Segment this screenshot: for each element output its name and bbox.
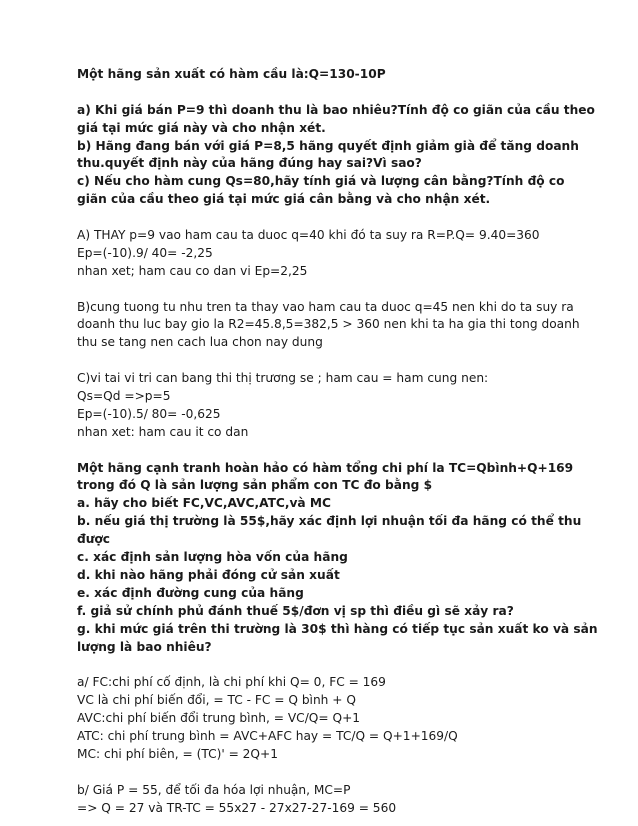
problem2-question-line: e. xác định đường cung của hãng xyxy=(77,585,304,600)
problem2-answer-b-line: b/ Giá P = 55, để tối đa hóa lợi nhuận, MC=P xyxy=(77,782,351,797)
problem2-question-line: b. nếu giá thị trường là 55$,hãy xác định lợi nhuận tối đa hãng có thể thu xyxy=(77,514,582,529)
problem1-question-line: thu.quyết định này của hãng đúng hay sai?Vì sao? xyxy=(77,156,422,171)
document-page xyxy=(77,66,598,817)
problem1-answer-a-line: nhan xet; ham cau co dan vi Ep=2,25 xyxy=(77,263,308,278)
problem1-question-line: b) Hãng đang bán với giá P=8,5 hãng quyết định giảm già để tăng doanh xyxy=(77,138,579,153)
spacer xyxy=(77,764,577,782)
problem1-answer-a-line: Ep=(-10).9/ 40= -2,25 xyxy=(77,245,213,260)
problem2-answer-a-line: ATC: chi phí trung bình = AVC+AFC hay = TC/Q = Q+1+169/Q xyxy=(77,728,458,743)
problem1-question-line: c) Nếu cho hàm cung Qs=80,hãy tính giá và lượng cân bằng?Tính độ co xyxy=(77,174,565,189)
problem2-answer-b-line: => Q = 27 và TR-TC = 55x27 - 27x27-27-169 = 560 xyxy=(77,800,397,815)
spacer xyxy=(77,209,577,227)
spacer xyxy=(77,442,577,460)
problem1-question-line: a) Khi giá bán P=9 thì doanh thu là bao nhiêu?Tính độ co giãn của cầu theo xyxy=(77,102,595,117)
problem2-question-line: g. khi mức giá trên thi trường là 30$ thì hàng có tiếp tục sản xuất ko và sản xyxy=(77,621,598,636)
spacer xyxy=(77,84,577,102)
problem2-answer-a-line: a/ FC:chi phí cố định, là chi phí khi Q= 0, FC = 169 xyxy=(77,675,386,690)
problem1-answer-c-line: nhan xet: ham cau it co dan xyxy=(77,424,249,439)
problem2-question-line: được xyxy=(77,532,110,547)
problem1-question-line: giá tại mức giá này và cho nhận xét. xyxy=(77,120,326,135)
problem2-question-line: d. khi nào hãng phải đóng cử sản xuất xyxy=(77,567,340,582)
problem1-question-line: giãn của cầu theo giá tại mức giá cân bằng và cho nhận xét. xyxy=(77,192,491,207)
problem2-question-line: a. hãy cho biết FC,VC,AVC,ATC,và MC xyxy=(77,496,331,511)
spacer xyxy=(77,281,577,299)
problem1-answer-b-line: doanh thu luc bay gio la R2=45.8,5=382,5 > 360 nen khi ta ha gia thi tong doanh xyxy=(77,317,580,332)
problem2-question-line: c. xác định sản lượng hòa vốn của hãng xyxy=(77,550,348,565)
problem1-answer-a-line: A) THAY p=9 vao ham cau ta duoc q=40 khi đó ta suy ra R=P.Q= 9.40=360 xyxy=(77,228,540,243)
spacer xyxy=(77,352,577,370)
problem1-answer-b-line: thu se tang nen cach lua chon nay dung xyxy=(77,335,323,350)
problem2-answer-a-line: VC là chi phí biến đổi, = TC - FC = Q bình + Q xyxy=(77,693,356,708)
problem2-answer-a-line: MC: chi phí biên, = (TC)' = 2Q+1 xyxy=(77,746,278,761)
problem2-question-line: f. giả sử chính phủ đánh thuế 5$/đơn vị sp thì điều gì sẽ xảy ra? xyxy=(77,603,514,618)
problem2-question-line: trong đó Q là sản lượng sản phẩm con TC đo bằng $ xyxy=(77,478,433,493)
problem1-title: Một hãng sản xuất có hàm cầu là:Q=130-10P xyxy=(77,67,386,81)
problem1-answer-c-line: Qs=Qd =>p=5 xyxy=(77,389,171,404)
problem1-answer-c-line: C)vi tai vi tri can bang thi thị trương se ; ham cau = ham cung nen: xyxy=(77,371,489,386)
problem1-answer-c-line: Ep=(-10).5/ 80= -0,625 xyxy=(77,406,221,421)
spacer xyxy=(77,656,577,674)
problem2-question-line: lượng là bao nhiêu? xyxy=(77,639,212,654)
problem2-question-line: Một hãng cạnh tranh hoàn hảo có hàm tổng chi phí la TC=Qbình+Q+169 xyxy=(77,460,574,475)
problem2-answer-a-line: AVC:chi phí biến đổi trung bình, = VC/Q= Q+1 xyxy=(77,711,361,726)
problem1-answer-b-line: B)cung tuong tu nhu tren ta thay vao ham cau ta duoc q=45 nen khi do ta suy ra xyxy=(77,299,574,314)
